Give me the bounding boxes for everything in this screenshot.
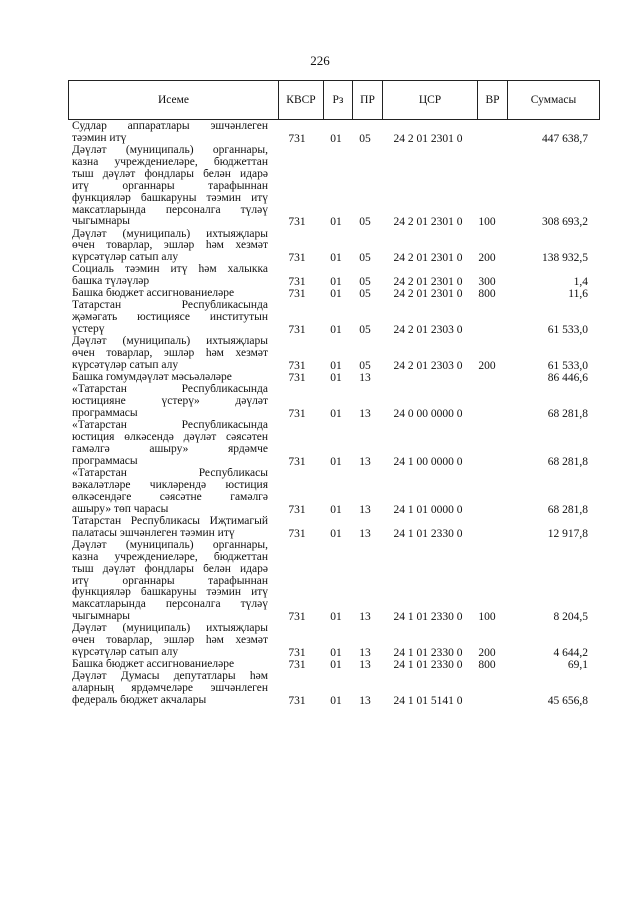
row-name-line: гамәлгә ашыру» ярдәмче: [72, 444, 268, 456]
row-name: [72, 384, 268, 420]
row-name-line: Башка гомумдәүләт мәсьәләләре: [72, 372, 232, 384]
row-name: [72, 145, 268, 228]
row-pr: 13: [359, 527, 371, 540]
table-row: [0, 659, 640, 671]
row-csr: 24 2 01 2303 0: [393, 360, 463, 373]
row-name: [72, 623, 268, 659]
row-sum: 69,1: [567, 659, 588, 672]
header-csr: ЦСР: [382, 81, 477, 119]
row-rz: 01: [330, 503, 342, 516]
row-name: [72, 372, 268, 384]
row-name-line: күрсәтүләр сатып алу: [72, 252, 179, 264]
row-name-line: палатасы эшчәнлеген тәэмин итү: [72, 527, 235, 539]
table-row: [0, 420, 640, 468]
row-sum: 4 644,2: [553, 647, 588, 660]
row-name-line: чыгымнары: [72, 611, 130, 623]
row-name: [72, 420, 268, 468]
row-name-line: программасы: [72, 408, 138, 420]
row-name-line: юстицияне үстерү» дәүләт: [72, 396, 268, 408]
row-name-line: юстиция өлкәсендә дәүләт сәясәтен: [72, 432, 268, 444]
row-pr: 05: [359, 276, 371, 289]
table-row: [0, 300, 640, 336]
row-name-line: функцияләр башкаруны тәэмин итү: [72, 587, 268, 599]
row-name-line: җәмәгать юстициясе институтын: [72, 312, 268, 324]
row-csr: 24 0 00 0000 0: [393, 408, 463, 421]
row-rz: 01: [330, 527, 342, 540]
row-name-line: казна учреждениеләре, бюджеттан: [72, 156, 268, 168]
row-kvsr: 731: [288, 455, 306, 468]
table-row: [0, 336, 640, 372]
table-header: [68, 80, 600, 120]
row-name: [72, 516, 268, 540]
row-pr: 05: [359, 324, 371, 337]
row-name: [72, 288, 268, 300]
row-name-line: итү органнары тарафыннан: [72, 180, 268, 192]
row-kvsr: 731: [288, 647, 306, 660]
row-vr: 800: [478, 288, 496, 301]
row-rz: 01: [330, 647, 342, 660]
table-row: [0, 468, 640, 516]
row-pr: 13: [359, 372, 371, 385]
row-csr: 24 1 01 2330 0: [393, 647, 463, 660]
row-csr: 24 2 01 2301 0: [393, 288, 463, 301]
row-rz: 01: [330, 132, 342, 145]
row-name-line: Дәүләт (муниципаль) ихтыяҗлары: [72, 228, 268, 240]
row-pr: 13: [359, 647, 371, 660]
table-row: [0, 121, 640, 145]
row-csr: 24 1 01 2330 0: [393, 659, 463, 672]
row-kvsr: 731: [288, 324, 306, 337]
row-vr: 200: [478, 252, 496, 265]
row-pr: 13: [359, 503, 371, 516]
row-pr: 13: [359, 455, 371, 468]
row-sum: 45 656,8: [547, 695, 588, 708]
row-sum: 68 281,8: [547, 503, 588, 516]
row-sum: 138 932,5: [542, 252, 588, 265]
row-rz: 01: [330, 360, 342, 373]
row-sum: 68 281,8: [547, 408, 588, 421]
header-pr: ПР: [352, 81, 382, 119]
row-csr: 24 1 01 2330 0: [393, 611, 463, 624]
row-pr: 13: [359, 695, 371, 708]
row-sum: 447 638,7: [542, 132, 588, 145]
row-csr: 24 1 01 5141 0: [393, 695, 463, 708]
row-name-line: Татарстан Республикасында: [72, 300, 268, 312]
header-sum: Суммасы: [507, 81, 599, 119]
row-sum: 11,6: [568, 288, 588, 301]
row-name-line: Дәүләт (муниципаль) ихтыяҗлары: [72, 623, 268, 635]
table-row: [0, 384, 640, 420]
row-pr: 13: [359, 611, 371, 624]
row-rz: 01: [330, 695, 342, 708]
row-name-line: күрсәтүләр сатып алу: [72, 360, 179, 372]
row-name-line: өлкәсендәге сәясәтне гамәлгә: [72, 491, 268, 503]
row-kvsr: 731: [288, 288, 306, 301]
row-name-line: программасы: [72, 455, 138, 467]
table-body: [0, 121, 640, 707]
row-name: [72, 229, 268, 265]
table-row: [0, 288, 640, 300]
row-name: [72, 659, 268, 671]
row-csr: 24 2 01 2301 0: [393, 132, 463, 145]
row-name-line: «Татарстан Республикасында: [72, 384, 268, 396]
row-kvsr: 731: [288, 360, 306, 373]
row-rz: 01: [330, 276, 342, 289]
row-kvsr: 731: [288, 132, 306, 145]
row-name-line: тыш дәүләт фондлары белән идарә: [72, 168, 268, 180]
row-csr: 24 2 01 2301 0: [393, 276, 463, 289]
row-csr: 24 2 01 2303 0: [393, 324, 463, 337]
row-kvsr: 731: [288, 659, 306, 672]
row-kvsr: 731: [288, 216, 306, 229]
row-pr: 05: [359, 360, 371, 373]
header-name: Исеме: [157, 94, 190, 106]
row-pr: 05: [359, 288, 371, 301]
row-csr: 24 2 01 2301 0: [393, 216, 463, 229]
row-pr: 05: [359, 252, 371, 265]
row-sum: 61 533,0: [547, 360, 588, 373]
row-name-line: федераль бюджет акчалары: [72, 695, 207, 707]
row-name-line: вәкаләтләре чикләрендә юстиция: [72, 479, 268, 491]
row-csr: 24 1 01 2330 0: [393, 527, 463, 540]
row-name: [72, 300, 268, 336]
row-pr: 13: [359, 659, 371, 672]
row-sum: 308 693,2: [542, 216, 588, 229]
table-row: [0, 623, 640, 659]
row-rz: 01: [330, 408, 342, 421]
row-name-line: тәэмин итү: [72, 132, 127, 144]
row-vr: 100: [478, 216, 496, 229]
row-name-line: Башка бюджет ассигнованиеләре: [72, 659, 235, 671]
row-name-line: итү органнары тарафыннан: [72, 575, 268, 587]
row-vr: 200: [478, 647, 496, 660]
row-name: [72, 336, 268, 372]
row-name-line: тыш дәүләт фондлары белән идарә: [72, 563, 268, 575]
table-row: [0, 264, 640, 288]
row-csr: 24 1 01 0000 0: [393, 503, 463, 516]
table-row: [0, 372, 640, 384]
row-sum: 8 204,5: [553, 611, 588, 624]
row-sum: 86 446,6: [547, 372, 588, 385]
row-rz: 01: [330, 455, 342, 468]
row-name-line: максатларында персоналга түләү: [72, 204, 268, 216]
header-kvsr: КВСР: [278, 81, 323, 119]
row-csr: 24 1 00 0000 0: [393, 455, 463, 468]
row-name-line: өчен товарлар, эшләр һәм хезмәт: [72, 240, 268, 252]
row-vr: 200: [478, 360, 496, 373]
row-name-line: «Татарстан Республикасы: [72, 468, 268, 480]
header-vr: ВР: [477, 81, 507, 119]
row-name-line: казна учреждениеләре, бюджеттан: [72, 551, 268, 563]
row-pr: 05: [359, 132, 371, 145]
row-name: [72, 264, 268, 288]
row-vr: 300: [478, 276, 496, 289]
page-number: 226: [310, 53, 330, 68]
header-rz: Рз: [323, 81, 352, 119]
row-kvsr: 731: [288, 611, 306, 624]
row-name-line: функцияләр башкаруны тәэмин итү: [72, 192, 268, 204]
table-row: [0, 145, 640, 229]
row-name-line: Дәүләт Думасы депутатлары һәм: [72, 671, 268, 683]
row-rz: 01: [330, 611, 342, 624]
row-rz: 01: [330, 288, 342, 301]
row-name-line: аларның ярдәмчеләре эшчәнлеген: [72, 683, 268, 695]
row-pr: 05: [359, 216, 371, 229]
row-name-line: ашыру» төп чарасы: [72, 503, 169, 515]
row-rz: 01: [330, 252, 342, 265]
row-kvsr: 731: [288, 527, 306, 540]
row-name: [72, 540, 268, 623]
row-name: [72, 671, 268, 707]
row-kvsr: 731: [288, 503, 306, 516]
row-name-line: чыгымнары: [72, 216, 130, 228]
row-sum: 1,4: [573, 276, 588, 289]
row-pr: 13: [359, 408, 371, 421]
row-name-line: өчен товарлар, эшләр һәм хезмәт: [72, 635, 268, 647]
row-kvsr: 731: [288, 408, 306, 421]
row-name-line: максатларында персоналга түләү: [72, 599, 268, 611]
row-vr: 100: [478, 611, 496, 624]
table-row: [0, 540, 640, 624]
row-name-line: күрсәтүләр сатып алу: [72, 647, 179, 659]
table-row: [0, 516, 640, 540]
row-sum: 68 281,8: [547, 455, 588, 468]
row-name-line: «Татарстан Республикасында: [72, 420, 268, 432]
row-name-line: Дәүләт (муниципаль) органнары,: [72, 145, 268, 156]
row-kvsr: 731: [288, 252, 306, 265]
row-name-line: башка түләүләр: [72, 276, 150, 288]
row-name-line: Дәүләт (муниципаль) органнары,: [72, 539, 268, 551]
row-rz: 01: [330, 659, 342, 672]
row-name-line: Социаль тәэмин итү һәм халыкка: [72, 264, 268, 276]
row-name-line: Татарстан Республикасы Иҗтимагый: [72, 515, 268, 527]
row-name-line: Судлар аппаратлары эшчәнлеген: [72, 121, 268, 132]
row-rz: 01: [330, 372, 342, 385]
row-name-line: өчен товарлар, эшләр һәм хезмәт: [72, 348, 268, 360]
row-vr: 800: [478, 659, 496, 672]
row-name-line: үстерү: [72, 324, 105, 336]
row-sum: 61 533,0: [547, 324, 588, 337]
row-rz: 01: [330, 324, 342, 337]
row-kvsr: 731: [288, 372, 306, 385]
row-kvsr: 731: [288, 695, 306, 708]
row-name: [72, 121, 268, 145]
row-sum: 12 917,8: [547, 527, 588, 540]
table-row: [0, 229, 640, 265]
table-row: [0, 671, 640, 707]
row-csr: 24 2 01 2301 0: [393, 252, 463, 265]
row-name: [72, 468, 268, 516]
row-name-line: Дәүләт (муниципаль) ихтыяҗлары: [72, 336, 268, 348]
row-name-line: Башка бюджет ассигнованиеләре: [72, 288, 235, 300]
row-rz: 01: [330, 216, 342, 229]
row-kvsr: 731: [288, 276, 306, 289]
